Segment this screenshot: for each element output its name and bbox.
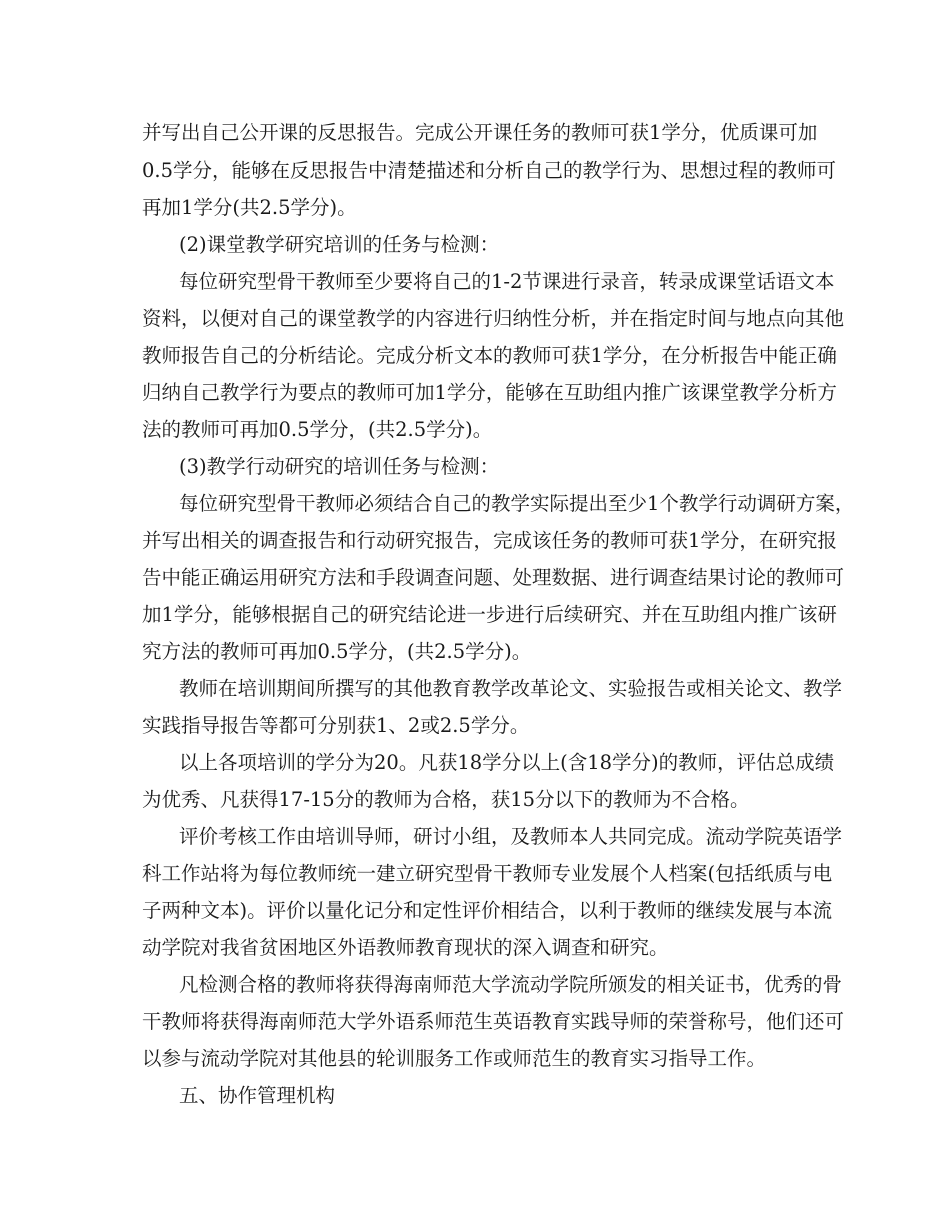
- body-text-line: 凡检测合格的教师将获得海南师范大学流动学院所颁发的相关证书，优秀的骨: [179, 973, 843, 996]
- body-text-line: 以参与流动学院对其他县的轮训服务工作或师范生的教育实习指导工作。: [142, 1047, 767, 1070]
- section-heading: (3)教学行动研究的培训任务与检测：: [179, 455, 500, 478]
- body-text-line: 每位研究型骨干教师至少要将自己的1-2节课进行录音，转录成课堂话语文本: [179, 270, 835, 293]
- body-text-line: 以上各项培训的学分为20。凡获18学分以上(含18学分)的教师，评估总成绩: [179, 751, 835, 774]
- body-text-line: 究方法的教师可再加0.5学分，(共2.5学分)。: [142, 640, 532, 663]
- body-text-line: 每位研究型骨干教师必须结合自己的教学实际提出至少1个教学行动调研方案，: [179, 492, 855, 515]
- body-text-line: 实践指导报告等都可分别获1、2或2.5学分。: [142, 714, 530, 737]
- body-text-line: 动学院对我省贫困地区外语教师教育现状的深入调查和研究。: [142, 936, 669, 959]
- body-text-line: 科工作站将为每位教师统一建立研究型骨干教师专业发展个人档案(包括纸质与电: [142, 862, 833, 885]
- body-text-line: 并写出相关的调查报告和行动研究报告，完成该任务的教师可获1学分，在研究报: [142, 529, 837, 552]
- body-text-line: 再加1学分(共2.5学分)。: [142, 196, 357, 219]
- body-text-line: 资料，以便对自己的课堂教学的内容进行归纳性分析，并在指定时间与地点向其他: [142, 307, 845, 330]
- body-text-line: 为优秀、凡获得17-15分的教师为合格，获15分以下的教师为不合格。: [142, 788, 750, 811]
- body-text-line: 评价考核工作由培训导师，研讨小组，及教师本人共同完成。流动学院英语学: [179, 825, 843, 848]
- body-text-line: 法的教师可再加0.5学分，(共2.5学分)。: [142, 418, 493, 441]
- section-heading: 五、协作管理机构: [179, 1084, 336, 1107]
- body-text-line: 教师在培训期间所撰写的其他教育教学改革论文、实验报告或相关论文、教学: [179, 677, 843, 700]
- body-text-line: 加1学分，能够根据自己的研究结论进一步进行后续研究、并在互助组内推广该研: [142, 603, 837, 626]
- body-text-line: 教师报告自己的分析结论。完成分析文本的教师可获1学分，在分析报告中能正确: [142, 344, 837, 367]
- section-heading: (2)课堂教学研究培训的任务与检测：: [179, 233, 500, 256]
- body-text-line: 干教师将获得海南师范大学外语系师范生英语教育实践导师的荣誉称号，他们还可: [142, 1010, 845, 1033]
- body-text-line: 并写出自己公开课的反思报告。完成公开课任务的教师可获1学分，优质课可加: [142, 121, 818, 144]
- body-text-line: 告中能正确运用研究方法和手段调查问题、处理数据、进行调查结果讨论的教师可: [142, 566, 845, 589]
- body-text-line: 子两种文本)。评价以量化记分和定性评价相结合，以利于教师的继续发展与本流: [142, 899, 833, 922]
- body-text-line: 0.5学分，能够在反思报告中清楚描述和分析自己的教学行为、思想过程的教师可: [142, 159, 837, 182]
- body-text-line: 归纳自己教学行为要点的教师可加1学分，能够在互助组内推广该课堂教学分析方: [142, 381, 837, 404]
